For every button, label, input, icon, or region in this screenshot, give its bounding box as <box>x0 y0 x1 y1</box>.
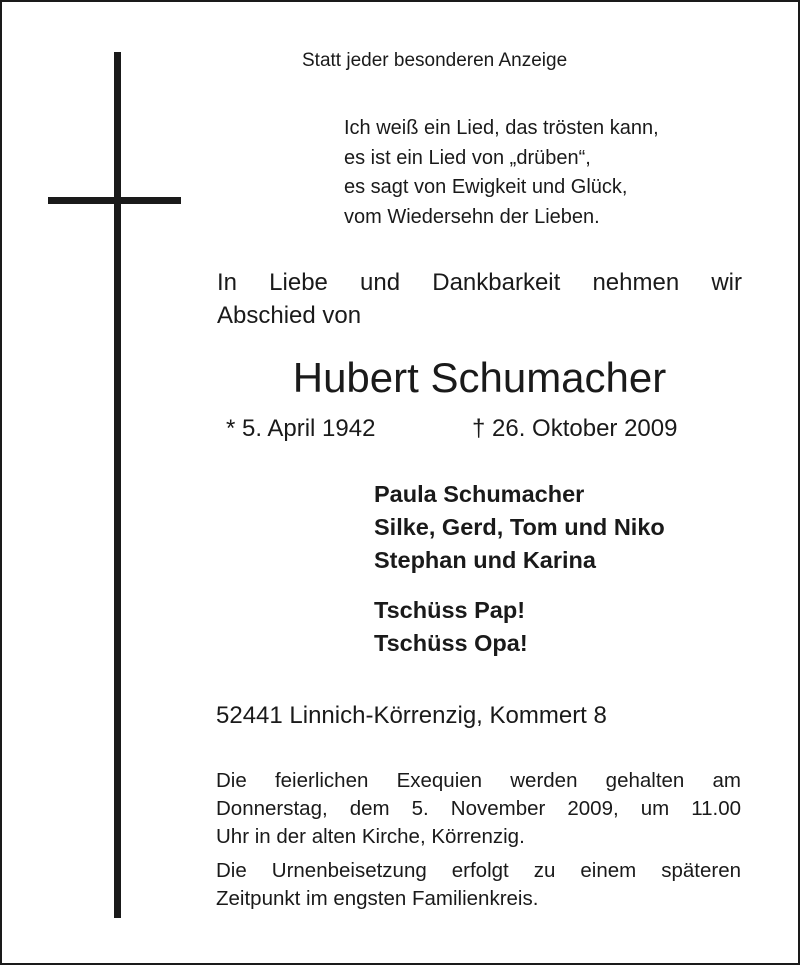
header-note: Statt jeder besonderen Anzeige <box>302 50 568 71</box>
poem-line: Ich weiß ein Lied, das trösten kann, <box>344 117 659 139</box>
deceased-name: Hubert Schumacher <box>292 354 667 401</box>
farewell-message <box>374 594 528 660</box>
service-line: Die Urnenbeisetzung erfolgt zu einem späteren <box>216 859 741 882</box>
poem-line: vom Wiedersehn der Lieben. <box>344 205 600 228</box>
poem-line: es ist ein Lied von „drüben“, <box>344 146 591 169</box>
birth-date: * 5. April 1942 <box>226 415 376 442</box>
family-signatories <box>374 478 665 577</box>
poem-line: es sagt von Ewigkeit und Glück, <box>344 176 628 198</box>
intro-text <box>217 266 742 332</box>
farewell-line: Tschüss Opa! <box>374 630 528 656</box>
address: 52441 Linnich-Körrenzig, Kommert 8 <box>216 702 607 729</box>
cross-icon-horizontal-beam <box>48 197 181 204</box>
family-member: Paula Schumacher <box>374 481 585 507</box>
service-line: Die feierlichen Exequien werden gehalten am <box>216 769 741 792</box>
intro-line: In Liebe und Dankbarkeit nehmen wir <box>217 269 742 296</box>
poem <box>344 114 659 232</box>
service-line: Donnerstag, dem 5. November 2009, um 11.00 <box>216 797 741 820</box>
service-line: Uhr in der alten Kirche, Körrenzig. <box>216 825 525 848</box>
cross-icon-vertical-beam <box>114 52 121 918</box>
service-line: Zeitpunkt im engsten Familienkreis. <box>216 887 539 910</box>
intro-line: Abschied von <box>217 302 362 329</box>
death-date: † 26. Oktober 2009 <box>472 415 678 442</box>
farewell-line: Tschüss Pap! <box>374 597 526 623</box>
service-info <box>216 767 741 913</box>
family-member: Stephan und Karina <box>374 547 596 573</box>
family-member: Silke, Gerd, Tom und Niko <box>374 514 665 540</box>
